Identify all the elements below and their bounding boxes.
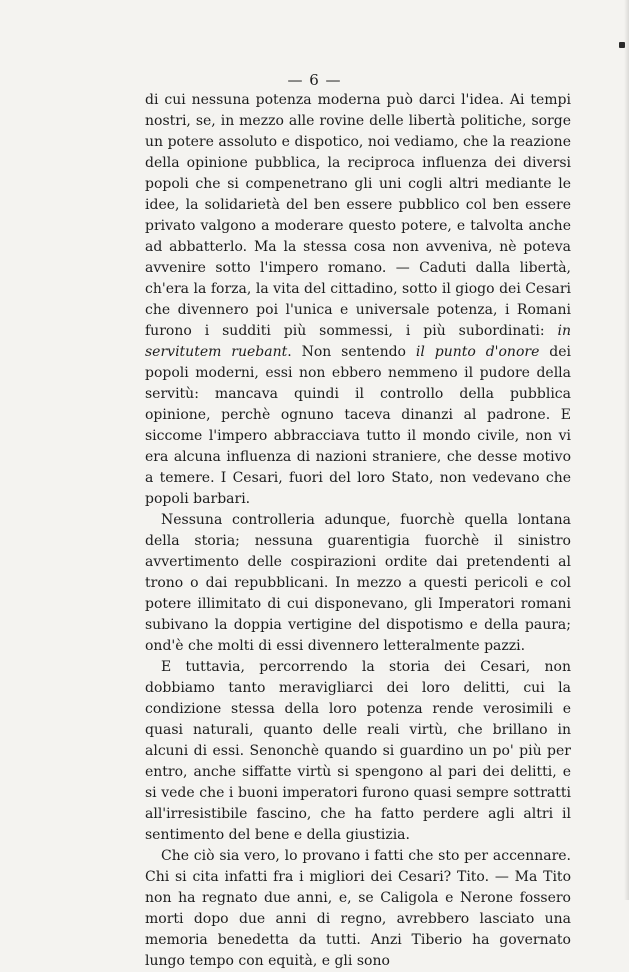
body-text [145, 90, 571, 972]
text-segment: E tuttavia, percorrendo la storia dei Cesari, non dobbiamo tanto meravigliarci dei loro delitti, cui la condizione stessa della loro potenza rende verosimili e quasi naturali, quanto delle reali virtù, che brillano in alcuni di essi. Senonchè quando si guardino un po' più per entro, anche siffatte virtù si spengono al pari dei delitti, e si vede che i buoni imperatori furono quasi sempre sottratti all'irresistibile fascino, che ha fatto perdere agli altri il sentimento del bene e della giustizia. [145, 659, 571, 843]
page-edge-shadow [624, 0, 629, 900]
text-segment: Che ciò sia vero, lo provano i fatti che sto per accennare. Chi si cita infatti fra i migliori dei Cesari? Tito. — Ma Tito non ha regnato due anni, e, se Caligola e Nerone fossero morti dopo due anni di regno, avrebbero lasciato una memoria benedetta da tutti. Anzi Tiberio ha governato lungo tempo con equità, e gli sono [145, 848, 571, 969]
italic-phrase: in servitutem ruebant [145, 323, 571, 360]
text-segment: dei popoli moderni, essi non ebbero nemmeno il pudore della servitù: mancava quindi il controllo della pubblica opinione, perchè ognuno taceva dinanzi al padrone. E siccome l'impero abbracciava tutto il mondo civile, non vi era alcuna influenza di nazioni straniere, che desse motivo a temere. I Cesari, fuori del loro Stato, non vedevano che popoli barbari. [145, 344, 571, 507]
paragraph-3 [145, 657, 571, 846]
page-number: — 6 — [287, 71, 342, 89]
paragraph-2 [145, 510, 571, 657]
edge-mark [619, 42, 625, 48]
text-segment: . Non sentendo [287, 344, 416, 360]
text-segment: Nessuna controlleria adunque, fuorchè quella lontana della storia; nessuna guarentigia fuorchè il sinistro avvertimento delle cospirazioni ordite dai pretendenti al trono o dai repubblicani. In mezzo a questi pericoli e col potere illimitato di cui disponevano, gli Imperatori romani subivano la doppia vertigine del dispotismo e della paura; ond'è che molti di essi divennero letteralmente pazzi. [145, 512, 571, 654]
paragraph-1 [145, 90, 571, 510]
paragraph-4 [145, 846, 571, 972]
italic-phrase: il punto d'onore [415, 344, 540, 360]
text-segment: di cui nessuna potenza moderna può darci l'idea. Ai tempi nostri, se, in mezzo alle rovine delle libertà politiche, sorge un potere assoluto e dispotico, noi vediamo, che la reazione della opinione pubblica, la reciproca influenza dei diversi popoli che si compenetrano gli uni cogli altri mediante le idee, la solidarietà del ben essere pubblico col ben essere privato valgono a moderare questo potere, e talvolta anche ad abbatterlo. Ma la stessa cosa non avveniva, nè poteva avvenire sotto l'impero romano. — Caduti dalla libertà, ch'era la forza, la vita del cittadino, sotto il giogo dei Cesari che divennero poi l'unica e universale potenza, i Romani furono i sudditi più sommessi, i più subordinati: [145, 92, 571, 339]
